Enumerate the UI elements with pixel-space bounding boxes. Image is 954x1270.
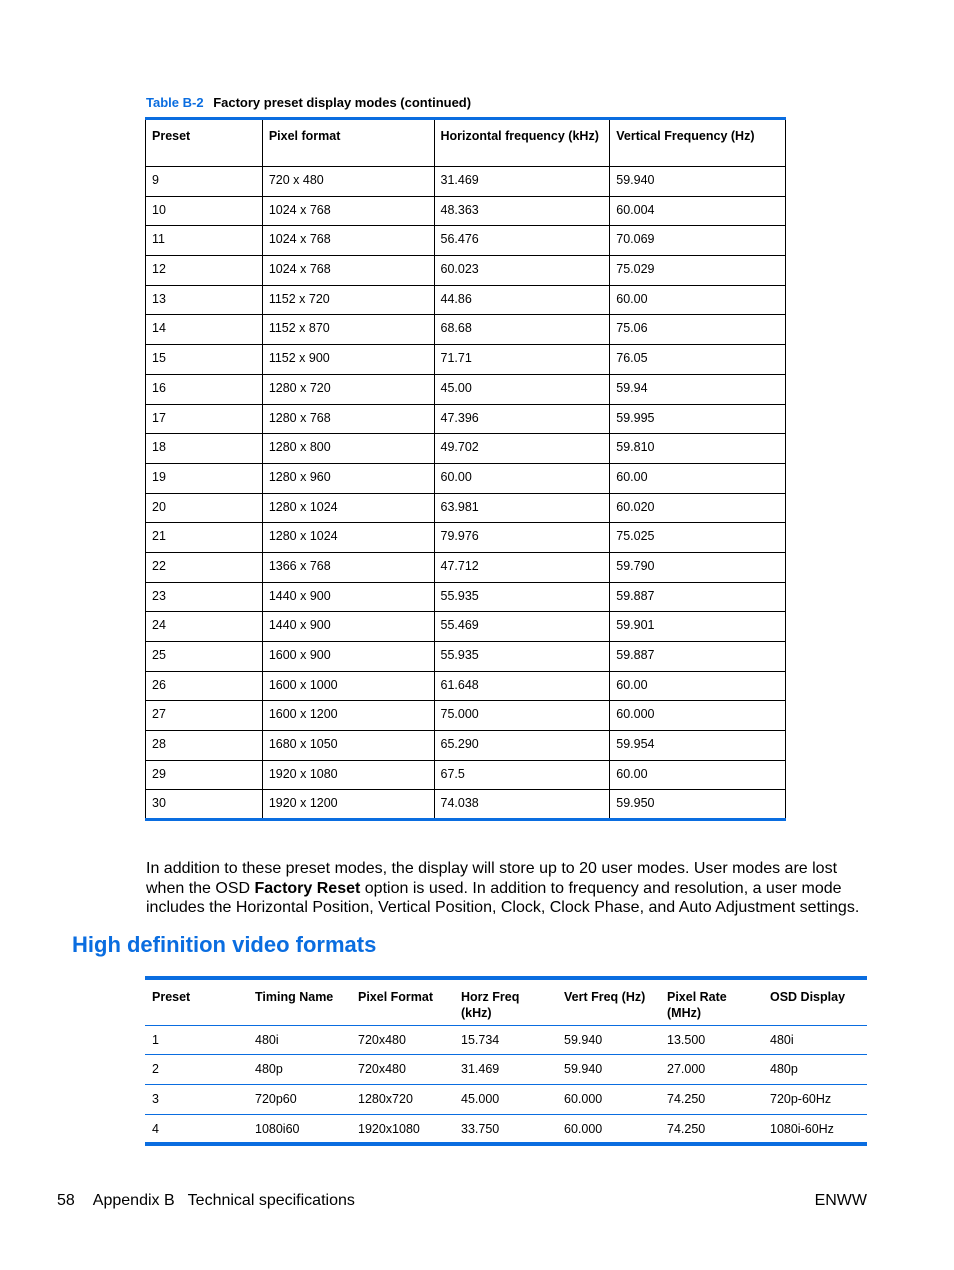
table-cell: 1280 x 800 — [262, 434, 434, 464]
column-header: Horizontal frequency (kHz) — [434, 119, 610, 167]
table-cell: 10 — [146, 196, 263, 226]
table-cell: 28 — [146, 731, 263, 761]
table-cell: 60.004 — [610, 196, 786, 226]
table-cell: 2 — [145, 1055, 248, 1085]
table-cell: 30 — [146, 790, 263, 820]
table-cell: 59.887 — [610, 642, 786, 672]
column-header: Preset — [145, 978, 248, 1025]
table-row — [146, 731, 786, 761]
hd-video-formats-table — [145, 976, 867, 1146]
table-cell: 55.935 — [434, 642, 610, 672]
table-cell: 3 — [145, 1085, 248, 1115]
table-cell: 60.00 — [610, 671, 786, 701]
table-cell: 1440 x 900 — [262, 612, 434, 642]
table-row — [146, 374, 786, 404]
table-row — [146, 552, 786, 582]
user-modes-paragraph — [146, 859, 876, 918]
table-cell: 63.981 — [434, 493, 610, 523]
table-cell: 1920 x 1080 — [262, 760, 434, 790]
table-row — [146, 226, 786, 256]
table-cell: 61.648 — [434, 671, 610, 701]
column-header: Timing Name — [248, 978, 351, 1025]
table-cell: 60.000 — [564, 1121, 603, 1136]
table-row — [146, 434, 786, 464]
table-cell: 1280 x 768 — [262, 404, 434, 434]
factory-reset-term: Factory Reset — [254, 879, 361, 897]
table-row — [146, 493, 786, 523]
table-cell: 47.396 — [434, 404, 610, 434]
table-cell: 480p — [248, 1055, 351, 1085]
table-row — [146, 790, 786, 820]
table-row — [146, 612, 786, 642]
footer-left — [57, 1192, 355, 1210]
table-cell: 480p — [763, 1055, 867, 1085]
table-cell: 44.86 — [434, 285, 610, 315]
table-cell: 19 — [146, 463, 263, 493]
table-row — [146, 642, 786, 672]
table-cell: 1440 x 900 — [262, 582, 434, 612]
table-cell: 1280 x 1024 — [262, 523, 434, 553]
table-row — [146, 582, 786, 612]
table-cell: 720x480 — [351, 1055, 454, 1085]
table-cell: 480i — [763, 1025, 867, 1055]
table-row — [146, 671, 786, 701]
table-cell: 29 — [146, 760, 263, 790]
table-row — [146, 463, 786, 493]
table-cell: 1152 x 720 — [262, 285, 434, 315]
table-row — [146, 345, 786, 375]
table-cell: 720p-60Hz — [763, 1085, 867, 1115]
table-cell: 11 — [146, 226, 263, 256]
table-header-row — [145, 978, 867, 1025]
table-cell: 47.712 — [434, 552, 610, 582]
table-cell: 55.935 — [434, 582, 610, 612]
table-cell: 31.469 — [434, 167, 610, 197]
table-cell: 1920x1080 — [358, 1121, 420, 1136]
table-row — [146, 404, 786, 434]
column-header: Horz Freq (kHz) — [454, 978, 557, 1025]
table-cell: 17 — [146, 404, 263, 434]
footer-section: Appendix B Technical specifications — [92, 1192, 355, 1209]
table-cell: 74.250 — [667, 1121, 706, 1136]
table-header-row — [146, 119, 786, 167]
table-cell: 1600 x 1200 — [262, 701, 434, 731]
table-cell: 60.023 — [434, 256, 610, 286]
table-cell: 720x480 — [351, 1025, 454, 1055]
table-cell: 20 — [146, 493, 263, 523]
table-cell: 65.290 — [434, 731, 610, 761]
table-cell: 16 — [146, 374, 263, 404]
table-cell: 22 — [146, 552, 263, 582]
table-cell: 480i — [248, 1025, 351, 1055]
table-cell: 68.68 — [434, 315, 610, 345]
table-cell: 60.000 — [610, 701, 786, 731]
table-cell: 1080i60 — [255, 1121, 300, 1136]
table-cell: 27 — [146, 701, 263, 731]
table-cell: 60.00 — [610, 463, 786, 493]
table-cell: 720 x 480 — [262, 167, 434, 197]
table-cell: 55.469 — [434, 612, 610, 642]
page-number: 58 — [57, 1192, 75, 1209]
table-row — [146, 315, 786, 345]
table-cell: 1152 x 900 — [262, 345, 434, 375]
column-header: Vert Freq (Hz) — [557, 978, 660, 1025]
table-cell: 59.94 — [610, 374, 786, 404]
table-cell: 15.734 — [454, 1025, 557, 1055]
table-caption — [146, 95, 471, 110]
table-row — [146, 256, 786, 286]
table-cell: 76.05 — [610, 345, 786, 375]
table-cell: 9 — [146, 167, 263, 197]
table-row — [145, 1085, 867, 1115]
table-cell: 71.71 — [434, 345, 610, 375]
column-header: Vertical Frequency (Hz) — [610, 119, 786, 167]
table-cell: 75.06 — [610, 315, 786, 345]
footer-right: ENWW — [814, 1192, 867, 1209]
table-cell: 60.00 — [434, 463, 610, 493]
table-cell: 60.020 — [610, 493, 786, 523]
table-cell: 75.029 — [610, 256, 786, 286]
table-cell: 1280 x 720 — [262, 374, 434, 404]
table-cell: 59.950 — [610, 790, 786, 820]
table-caption-label: Table B-2 — [146, 95, 204, 110]
column-header: Preset — [146, 119, 263, 167]
table-cell: 60.00 — [610, 760, 786, 790]
table-row — [145, 1025, 867, 1055]
table-cell: 14 — [146, 315, 263, 345]
column-header: OSD Display — [763, 978, 867, 1025]
table-cell: 21 — [146, 523, 263, 553]
table-cell: 59.810 — [610, 434, 786, 464]
table-cell: 1024 x 768 — [262, 256, 434, 286]
table-cell: 25 — [146, 642, 263, 672]
table-cell: 59.954 — [610, 731, 786, 761]
table-cell: 59.940 — [557, 1055, 660, 1085]
table-cell: 1024 x 768 — [262, 226, 434, 256]
table-cell: 74.250 — [660, 1085, 763, 1115]
table-cell: 48.363 — [434, 196, 610, 226]
table-cell: 1600 x 900 — [262, 642, 434, 672]
table-row — [146, 167, 786, 197]
table-caption-title: Factory preset display modes (continued) — [213, 95, 472, 110]
table-cell: 31.469 — [454, 1055, 557, 1085]
table-cell: 74.038 — [434, 790, 610, 820]
table-cell: 59.887 — [610, 582, 786, 612]
table-cell: 67.5 — [434, 760, 610, 790]
table-cell: 59.995 — [610, 404, 786, 434]
table-cell: 1366 x 768 — [262, 552, 434, 582]
table-cell: 45.00 — [434, 374, 610, 404]
table-cell: 79.976 — [434, 523, 610, 553]
table-row — [146, 523, 786, 553]
table-cell: 24 — [146, 612, 263, 642]
table-cell: 60.000 — [557, 1085, 660, 1115]
table-cell: 49.702 — [434, 434, 610, 464]
table-row — [145, 1055, 867, 1085]
table-cell: 1280 x 1024 — [262, 493, 434, 523]
table-cell: 720p60 — [248, 1085, 351, 1115]
table-cell: 15 — [146, 345, 263, 375]
table-cell: 18 — [146, 434, 263, 464]
table-cell: 1080i-60Hz — [770, 1121, 834, 1136]
table-cell: 45.000 — [454, 1085, 557, 1115]
table-cell: 33.750 — [461, 1121, 500, 1136]
table-cell: 26 — [146, 671, 263, 701]
table-cell: 27.000 — [660, 1055, 763, 1085]
table-cell: 1280 x 960 — [262, 463, 434, 493]
table-row — [146, 760, 786, 790]
table-cell: 12 — [146, 256, 263, 286]
column-header: Pixel format — [262, 119, 434, 167]
table-cell: 59.790 — [610, 552, 786, 582]
table-cell: 1280x720 — [351, 1085, 454, 1115]
table-cell: 13.500 — [660, 1025, 763, 1055]
table-cell: 23 — [146, 582, 263, 612]
table-cell: 59.940 — [557, 1025, 660, 1055]
factory-preset-table — [145, 117, 786, 821]
column-header: Pixel Format — [351, 978, 454, 1025]
table-cell: 4 — [152, 1121, 159, 1136]
table-cell: 60.00 — [610, 285, 786, 315]
table-row — [146, 285, 786, 315]
table-cell: 1600 x 1000 — [262, 671, 434, 701]
table-cell: 70.069 — [610, 226, 786, 256]
table-cell: 1024 x 768 — [262, 196, 434, 226]
table-cell: 13 — [146, 285, 263, 315]
table-cell: 1680 x 1050 — [262, 731, 434, 761]
section-heading: High definition video formats — [72, 932, 377, 957]
table-cell: 1920 x 1200 — [262, 790, 434, 820]
table-cell: 56.476 — [434, 226, 610, 256]
table-cell: 75.025 — [610, 523, 786, 553]
table-row — [146, 701, 786, 731]
table-cell: 1 — [145, 1025, 248, 1055]
table-row — [145, 1114, 867, 1144]
column-header: Pixel Rate (MHz) — [660, 978, 763, 1025]
page-footer — [57, 1192, 867, 1210]
table-cell: 1152 x 870 — [262, 315, 434, 345]
table-row — [146, 196, 786, 226]
table-cell: 59.940 — [610, 167, 786, 197]
table-cell: 59.901 — [610, 612, 786, 642]
paragraph-text-2: option is used. In addition to frequency and resolution, a user mode includes the Horizontal Position, Vertical Position, Clock, Clock Phase, and Auto Adjustment settings. — [146, 879, 860, 917]
paragraph-text-1: In addition to these preset modes, the display will store up to 20 user modes. User modes are lost when the OSD — [146, 860, 838, 897]
table-cell: 75.000 — [434, 701, 610, 731]
